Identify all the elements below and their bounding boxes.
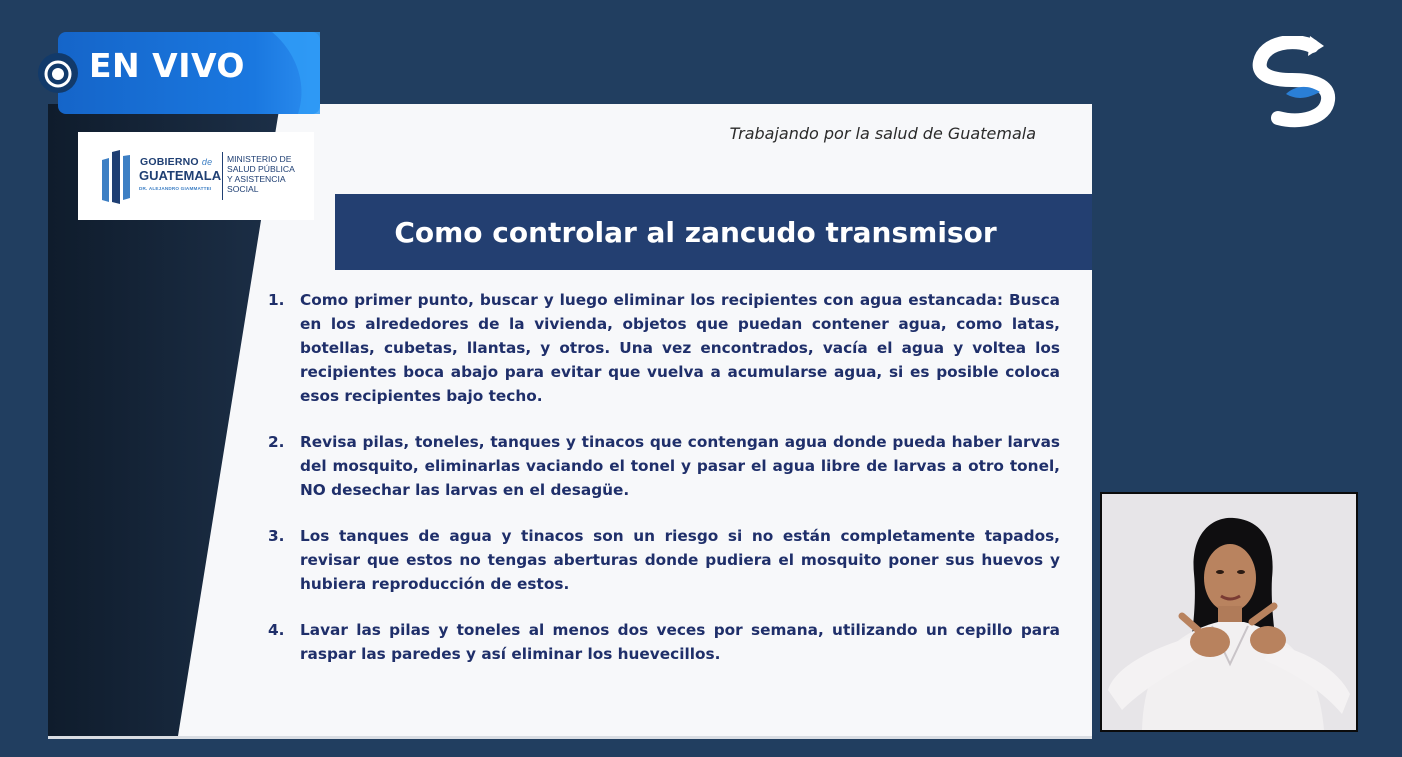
ministry-logo: [78, 132, 314, 220]
step-number: 1.: [268, 291, 285, 309]
step-text: Como primer punto, buscar y luego eliminar los recipientes con agua estancada: Busca en los alrededores de la vivienda, objetos que puedan contener agua, como latas, botellas, cubetas, llantas, y otros. Una vez encontrados, vacía el agua y voltea los recipientes boca abajo para evitar que vuelva a acumularse agua, si es posible coloca esos recipientes bajo techo.: [300, 291, 1060, 405]
channel-logo-icon: [1250, 36, 1340, 128]
slide-tagline: Trabajando por la salud de Guatemala: [729, 124, 1036, 143]
list-item: [268, 430, 1060, 502]
gobierno-word: GOBIERNO: [140, 156, 199, 168]
logo-divider: [222, 152, 223, 200]
ministry-line: SOCIAL: [227, 184, 259, 194]
interpreter-image: [1102, 494, 1356, 730]
broadcast-icon: [40, 56, 76, 92]
president-line: DR. ALEJANDRO GIAMMATTEI: [139, 186, 212, 191]
step-number: 4.: [268, 621, 285, 639]
slide-title-banner: [335, 194, 1092, 270]
live-label: EN VIVO: [89, 46, 245, 85]
ministry-line: Y ASISTENCIA: [227, 174, 286, 184]
step-number: 2.: [268, 433, 285, 451]
government-flag-icon: [100, 146, 134, 204]
ministry-line: SALUD PÚBLICA: [227, 164, 295, 174]
step-number: 3.: [268, 527, 285, 545]
sign-language-interpreter-video: [1100, 492, 1358, 732]
de-word: de: [201, 157, 213, 167]
live-badge: [36, 32, 320, 114]
ministry-line: MINISTERIO DE: [227, 154, 292, 164]
list-item: [268, 524, 1060, 596]
steps-list: [268, 288, 1060, 688]
guatemala-word: GUATEMALA: [139, 168, 222, 183]
slide-bottom-strip: [48, 736, 1092, 739]
slide-title: Como controlar al zancudo transmisor: [394, 215, 997, 249]
step-text: Los tanques de agua y tinacos son un riesgo si no están completamente tapados, revisar que estos no tengas aberturas donde pudiera el mosquito poner sus huevos y hubiera reproducción de estos.: [300, 527, 1060, 593]
list-item: [268, 288, 1060, 408]
step-text: Lavar las pilas y toneles al menos dos veces por semana, utilizando un cepillo para raspar las paredes y así eliminar los huevecillos.: [300, 621, 1060, 663]
ministry-name: [227, 154, 317, 194]
list-item: [268, 618, 1060, 666]
step-text: Revisa pilas, toneles, tanques y tinacos que contengan agua donde pueda haber larvas del mosquito, eliminarlas vaciando el tonel y pasar el agua libre de larvas a otro tonel, NO desechar las larvas en el desagüe.: [300, 433, 1060, 499]
presentation-slide: [48, 104, 1092, 736]
